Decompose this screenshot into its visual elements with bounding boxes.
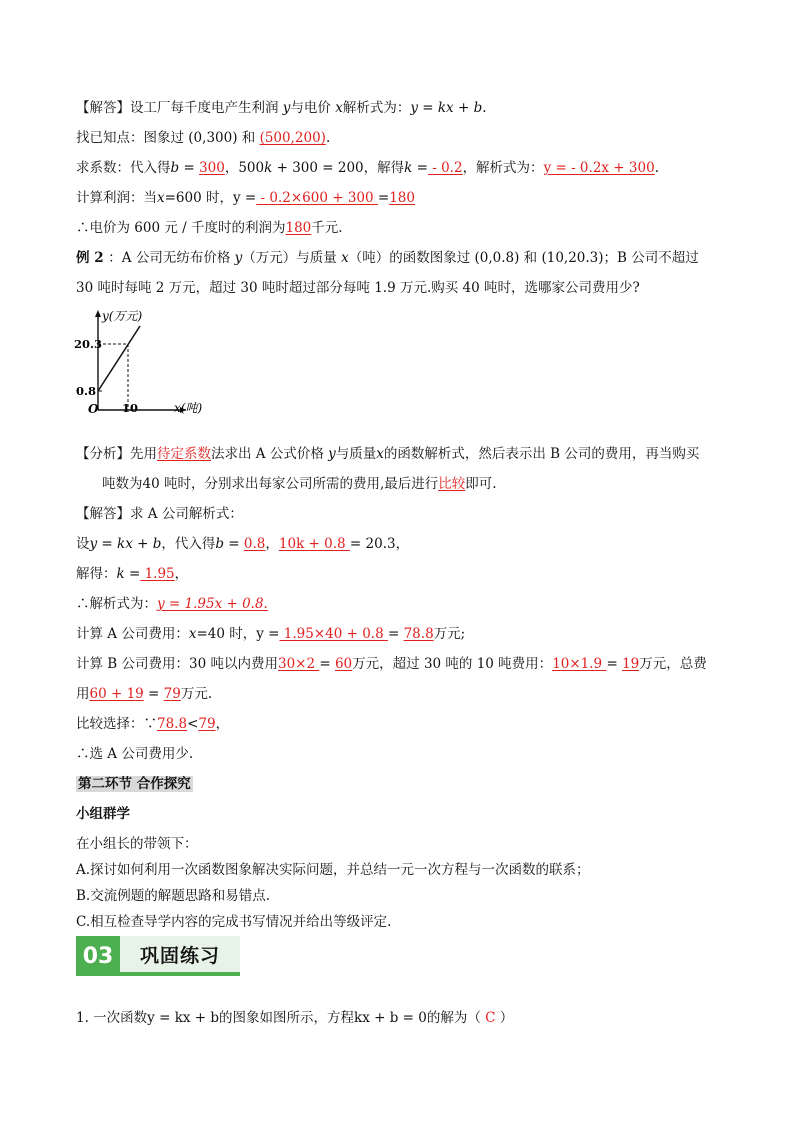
solution2-line-2: 设y = kx + b，代入得b = 0.8，10k + 0.8 = 20.3， bbox=[76, 536, 410, 552]
function-line bbox=[98, 326, 140, 391]
x-tick-10: 10 bbox=[122, 401, 139, 415]
solution2-line-9: ∴选 A 公司费用少. bbox=[76, 746, 194, 762]
x-axis-label: x(吨) bbox=[174, 401, 203, 415]
solution-line-5: ∴电价为 600 元 / 千度时的利润为180千元. bbox=[76, 220, 343, 236]
solution-line-2: 找已知点：图象过 (0,300) 和 (500,200). bbox=[76, 130, 331, 146]
function-graph bbox=[74, 308, 204, 420]
practice-banner bbox=[76, 936, 240, 976]
section2-intro: 在小组长的带领下： bbox=[76, 836, 198, 852]
solution2-line-1: 【解答】求 A 公司解析式： bbox=[76, 506, 243, 522]
example2-line-2: 30 吨时每吨 2 万元，超过 30 吨时超过部分每吨 1.9 万元.购买 40 吨时，选哪家公司费用少? bbox=[76, 280, 640, 296]
solution2-line-5: 计算 A 公司费用：x=40 时，y = 1.95×40 + 0.8 = 78.8万元; bbox=[76, 626, 466, 642]
solution2-line-8: 比较选择：∵78.8<79， bbox=[76, 716, 230, 732]
analysis-line-1: 【分析】先用待定系数法求出 A 公式价格 y与质量x的函数解析式，然后表示出 B 公司的费用，再当购买 bbox=[76, 446, 700, 462]
section2-subheading: 小组群学 bbox=[76, 806, 130, 822]
solution-line-3: 求系数：代入得b = 300，500k + 300 = 200，解得k = - 0.2，解析式为：y = - 0.2x + 300. bbox=[76, 160, 659, 176]
example2-line-1: 例 2 ：A 公司无纺布价格 y（万元）与质量 x（吨）的函数图象过 (0,0.8) 和 (10,20.3)；B 公司不超过 bbox=[76, 250, 699, 266]
analysis-line-2: 吨数为40 吨时，分别求出每家公司所需的费用,最后进行比较即可. bbox=[102, 476, 497, 492]
section2-heading: 第二环节 合作探究 bbox=[78, 776, 191, 792]
section2-item-b: B.交流例题的解题思路和易错点. bbox=[76, 888, 271, 904]
origin-label: O bbox=[88, 402, 99, 416]
solution-line-1: 【解答】设工厂每千度电产生利润 y与电价 x解析式为：y = kx + b. bbox=[76, 100, 487, 116]
solution2-line-3: 解得：k = 1.95， bbox=[76, 566, 189, 582]
solution2-line-4: ∴解析式为：y = 1.95x + 0.8. bbox=[76, 596, 268, 612]
y-tick-20-3: 20.3 bbox=[74, 337, 103, 351]
y-axis-arrow-icon bbox=[95, 310, 101, 317]
solution-line-4: 计算利润：当x=600 时，y = - 0.2×600 + 300 =180 bbox=[76, 190, 415, 206]
y-tick-0-8: 0.8 bbox=[76, 384, 97, 398]
banner-number: 03 bbox=[76, 936, 120, 976]
section2-item-c: C.相互检查导学内容的完成书写情况并给出等级评定. bbox=[76, 914, 392, 930]
y-axis-label: y(万元) bbox=[102, 309, 143, 323]
question-1: 1. 一次函数y = kx + b的图象如图所示，方程kx + b = 0的解为（ C ） bbox=[76, 1010, 514, 1026]
banner-label: 巩固练习 bbox=[120, 936, 240, 976]
section2-item-a: A.探讨如何利用一次函数图象解决实际问题，并总结一元一次方程与一次函数的联系； bbox=[76, 862, 590, 878]
solution2-line-7: 用60 + 19 = 79万元. bbox=[76, 686, 213, 702]
solution2-line-6: 计算 B 公司费用：30 吨以内费用30×2 = 60万元，超过 30 吨的 10 吨费用：10×1.9 = 19万元，总费 bbox=[76, 656, 707, 672]
